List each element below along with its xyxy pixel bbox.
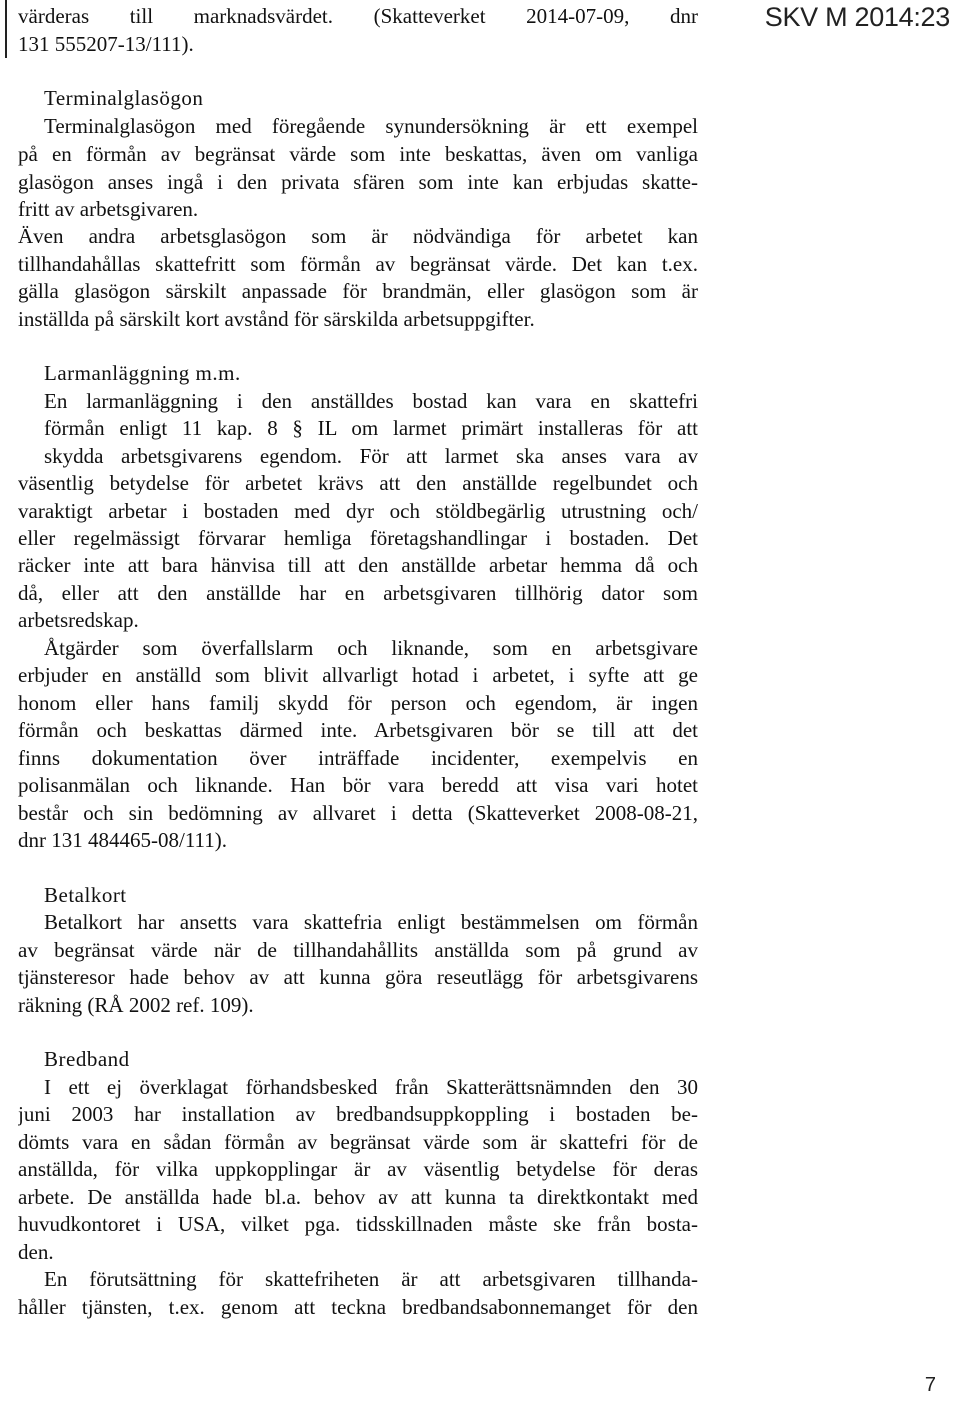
text-line: finns dokumentation över inträffade incidenter, exempelvis en <box>18 746 698 770</box>
text-line: I ett ej överklagat förhandsbesked från Skatterättsnämnden den 30 <box>44 1075 698 1099</box>
text-line: honom eller hans familj skydd för person och egendom, är ingen <box>18 691 698 715</box>
text-line: Terminalglasögon med föregående synundersökning är ett exempel <box>44 114 698 138</box>
text-line: En förutsättning för skattefriheten är att arbetsgivaren tillhanda- <box>44 1267 698 1291</box>
text-line: väsentlig betydelse för arbetet krävs att den anställde regelbundet och <box>18 471 698 495</box>
text-line: räkning (RÅ 2002 ref. 109). <box>18 993 254 1017</box>
text-line: gälla glasögon särskilt anpassade för brandmän, eller glasögon som är <box>18 279 698 303</box>
section-heading-bredband: Bredband <box>44 1047 130 1071</box>
text-line: erbjuder en anställd som blivit allvarligt hotad i arbetet, i syfte att ge <box>18 663 698 687</box>
text-line: förmån och beskattas därmed inte. Arbetsgivaren bör se till att det <box>18 718 698 742</box>
text-line: på en förmån av begränsat värde som inte beskattas, även om vanliga <box>18 142 698 166</box>
section-heading-betalkort: Betalkort <box>44 883 127 907</box>
text-line: tillhandahållas skattefritt som förmån av begränsat värde. Det kan t.ex. <box>18 252 698 276</box>
text-line: glasögon anses ingå i den privata sfären som inte kan erbjudas skatte- <box>18 170 698 194</box>
text-line: skydda arbetsgivarens egendom. För att larmet ska anses vara av <box>44 444 698 468</box>
text-line: består och sin bedömning av allvaret i detta (Skatteverket 2008-08-21, <box>18 801 698 825</box>
text-line: tjänsteresor hade behov av att kunna göra reseutlägg för arbetsgivarens <box>18 965 698 989</box>
text-line: dömts vara en sådan förmån av begränsat värde som är skattefri för de <box>18 1130 698 1154</box>
text-line: 131 555207-13/111). <box>18 32 194 56</box>
text-line: huvudkontoret i USA, vilket pga. tidsskillnaden måste ske från bosta- <box>18 1212 698 1236</box>
text-line: Betalkort har ansetts vara skattefria enligt bestämmelsen om förmån <box>44 910 698 934</box>
text-line: arbete. De anställda hade bl.a. behov av att kunna ta direktkontakt med <box>18 1185 698 1209</box>
section-heading-larmanlaggning: Larmanläggning m.m. <box>44 361 241 385</box>
text-line: räcker inte att bara hänvisa till att den anställde arbetar hemma då och <box>18 553 698 577</box>
text-line: anställda, för vilka uppkopplingar är av väsentlig betydelse för deras <box>18 1157 698 1181</box>
text-line: då, eller att den anställde har en arbetsgivaren tillhörig dator som <box>18 581 698 605</box>
text-line: håller tjänsten, t.ex. genom att teckna bredbandsabonnemanget för den <box>18 1295 698 1319</box>
text-line: eller regelmässigt förvarar hemliga företagshandlingar i bostaden. Det <box>18 526 698 550</box>
text-line: inställda på särskilt kort avstånd för särskilda arbetsuppgifter. <box>18 307 535 331</box>
text-line: En larmanläggning i den anställdes bostad kan vara en skattefri <box>44 389 698 413</box>
text-line: juni 2003 har installation av bredbandsuppkoppling i bostaden be- <box>18 1102 698 1126</box>
text-line: Även andra arbetsglasögon som är nödvändiga för arbetet kan <box>18 224 698 248</box>
document-reference: SKV M 2014:23 <box>764 2 950 32</box>
margin-rule <box>5 0 7 58</box>
text-line: polisanmälan och liknande. Han bör vara beredd att visa vari hotet <box>18 773 698 797</box>
text-line: varaktigt arbetar i bostaden med dyr och stöldbegärlig utrustning och/ <box>18 499 698 523</box>
page-number: 7 <box>924 1374 936 1396</box>
text-line: arbetsredskap. <box>18 608 139 632</box>
text-line: Åtgärder som överfallslarm och liknande, som en arbetsgivare <box>44 636 698 660</box>
text-line: den. <box>18 1240 54 1264</box>
text-line: fritt av arbetsgivaren. <box>18 197 199 221</box>
text-line: dnr 131 484465-08/111). <box>18 828 228 852</box>
section-heading-terminalglasogon: Terminalglasögon <box>44 86 204 110</box>
text-line: av begränsat värde när de tillhandahållits anställda som på grund av <box>18 938 698 962</box>
text-line: värderas till marknadsvärdet. (Skatteverket 2014-07-09, dnr <box>18 4 698 28</box>
text-line: förmån enligt 11 kap. 8 § IL om larmet primärt installeras för att <box>44 416 698 440</box>
